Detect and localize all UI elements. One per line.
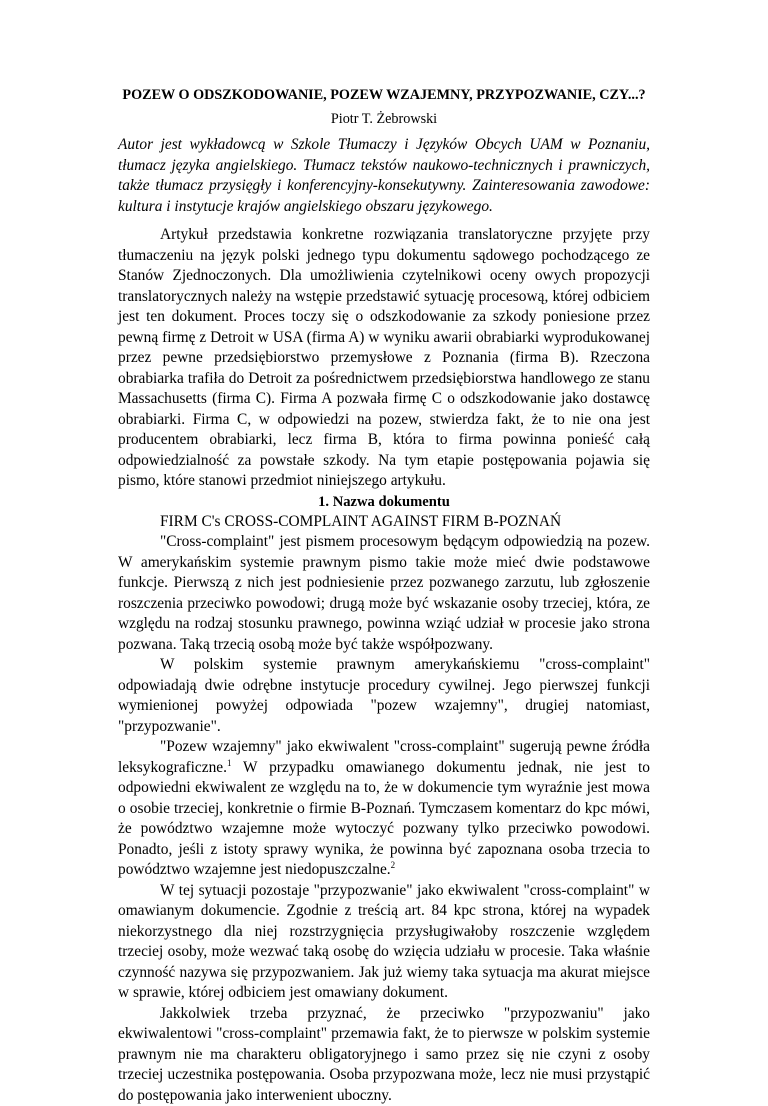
paragraph-4: W tej sytuacji pozostaje "przypozwanie" jako ekwiwalent "cross-complaint" w omawianym dokumencie. Zgodnie z treścią art. 84 kpc strona, której na wypadek niekorzystnego dla niej rozstrzygnięcia przysługiwałoby roszczenie względem trzeciej osoby, może wezwać taką osobę do wzięcia udziału w procesie. Taka właśnie czynność nazywa się przypozwaniem. Jak już wiemy taka sytuacja ma akurat miejsce w sprawie, której odbiciem jest omawiany dokument. [118, 881, 650, 1004]
paragraph-2: W polskim systemie prawnym amerykańskiemu "cross-complaint" odpowiadają dwie odrębne instytucje procedury cywilnej. Jego pierwszej funkcji wymienionej powyżej odpowiada "pozew wzajemny", drugiej natomiast, "przypozwanie". [118, 655, 650, 737]
paragraph-3 [118, 737, 650, 881]
article-title: POZEW O ODSZKODOWANIE, POZEW WZAJEMNY, PRZYPOZWANIE, CZY...? [118, 85, 650, 105]
paragraph-1: "Cross-complaint" jest pismem procesowym będącym odpowiedzią na pozew. W amerykańskim systemie prawnym pismo takie może mieć dwie podstawowe funkcje. Pierwszą z nich jest podniesienie przez pozwanego zarzutu, lub zgłoszenie roszczenia przeciwko powodowi; drugą może być wskazanie osoby trzeciej, która, ze względu na rodzaj stosunku prawnego, powinna wziąć udział w procesie jako strona pozwana. Taką trzecią osobą może być także współpozwany. [118, 532, 650, 655]
document-name: FIRM C's CROSS-COMPLAINT AGAINST FIRM B-POZNAŃ [118, 512, 650, 533]
paragraph-5: Jakkolwiek trzeba przyznać, że przeciwko "przypozwaniu" jako ekwiwalentowi "cross-complaint" przemawia fakt, że to pierwsze w polskim systemie prawnym nie ma charakteru obligatoryjnego i samo przez się nie czyni z osoby trzeciej uczestnika postępowania. Osoba przypozwana może, lecz nie musi przystąpić do postępowania jako interwenient uboczny. [118, 1004, 650, 1106]
paragraph-3-part-b: W przypadku omawianego dokumentu jednak, nie jest to odpowiedni ekwiwalent ze względu na to, że w dokumencie tym wyraźnie jest mowa o osobie trzeciej, konkretnie o firmie B-Poznań. Tymczasem komentarz do kpc mówi, że powództwo wzajemne może wytoczyć pozwany tylko przeciwko powodowi. Ponadto, jeśli z istoty sprawy wynika, że powinna być zapoznana osoba trzecia to powództwo wzajemne jest niedopuszczalne. [118, 759, 650, 879]
author-bio: Autor jest wykładowcą w Szkole Tłumaczy i Języków Obcych UAM w Poznaniu, tłumacz języka angielskiego. Tłumacz tekstów naukowo-technicznych i prawniczych, także tłumacz przysięgły i konferencyjny-konsekutywny. Zainteresowania zawodowe: kultura i instytucje krajów angielskiego obszaru językowego. [118, 135, 650, 217]
paragraph-3-part-a: "Pozew wzajemny" jako ekwiwalent "cross-complaint" sugerują pewne źródła leksykograficzne. [118, 738, 650, 776]
footnote-ref-1: 1 [227, 757, 232, 767]
author-name: Piotr T. Żebrowski [118, 109, 650, 129]
intro-paragraph: Artykuł przedstawia konkretne rozwiązania translatoryczne przyjęte przy tłumaczeniu na język polski jednego typu dokumentu sądowego pochodzącego ze Stanów Zjednoczonych. Dla umożliwienia czytelnikowi oceny owych propozycji translatorycznych należy na wstępie przedstawić sytuację procesową, której odbiciem jest ten dokument. Proces toczy się o odszkodowanie za szkody poniesione przez pewną firmę z Detroit w USA (firma A) w wyniku awarii obrabiarki wyprodukowanej przez pewne przedsiębiorstwo przemysłowe z Poznania (firma B). Rzeczona obrabiarka trafiła do Detroit za pośrednictwem przedsiębiorstwa handlowego ze stanu Massachusetts (firma C). Firma A pozwała firmę C o odszkodowanie jako dostawcę obrabiarki. Firma C, w odpowiedzi na pozew, stwierdza fakt, że to nie ona jest producentem obrabiarki, lecz firma B, która to firma powinna ponieść całą odpowiedzialność za powstałe szkody. Na tym etapie postępowania pojawia się pismo, które stanowi przedmiot niniejszego artykułu. [118, 225, 650, 492]
section-heading: 1. Nazwa dokumentu [118, 492, 650, 512]
footnote-ref-2: 2 [391, 860, 396, 870]
